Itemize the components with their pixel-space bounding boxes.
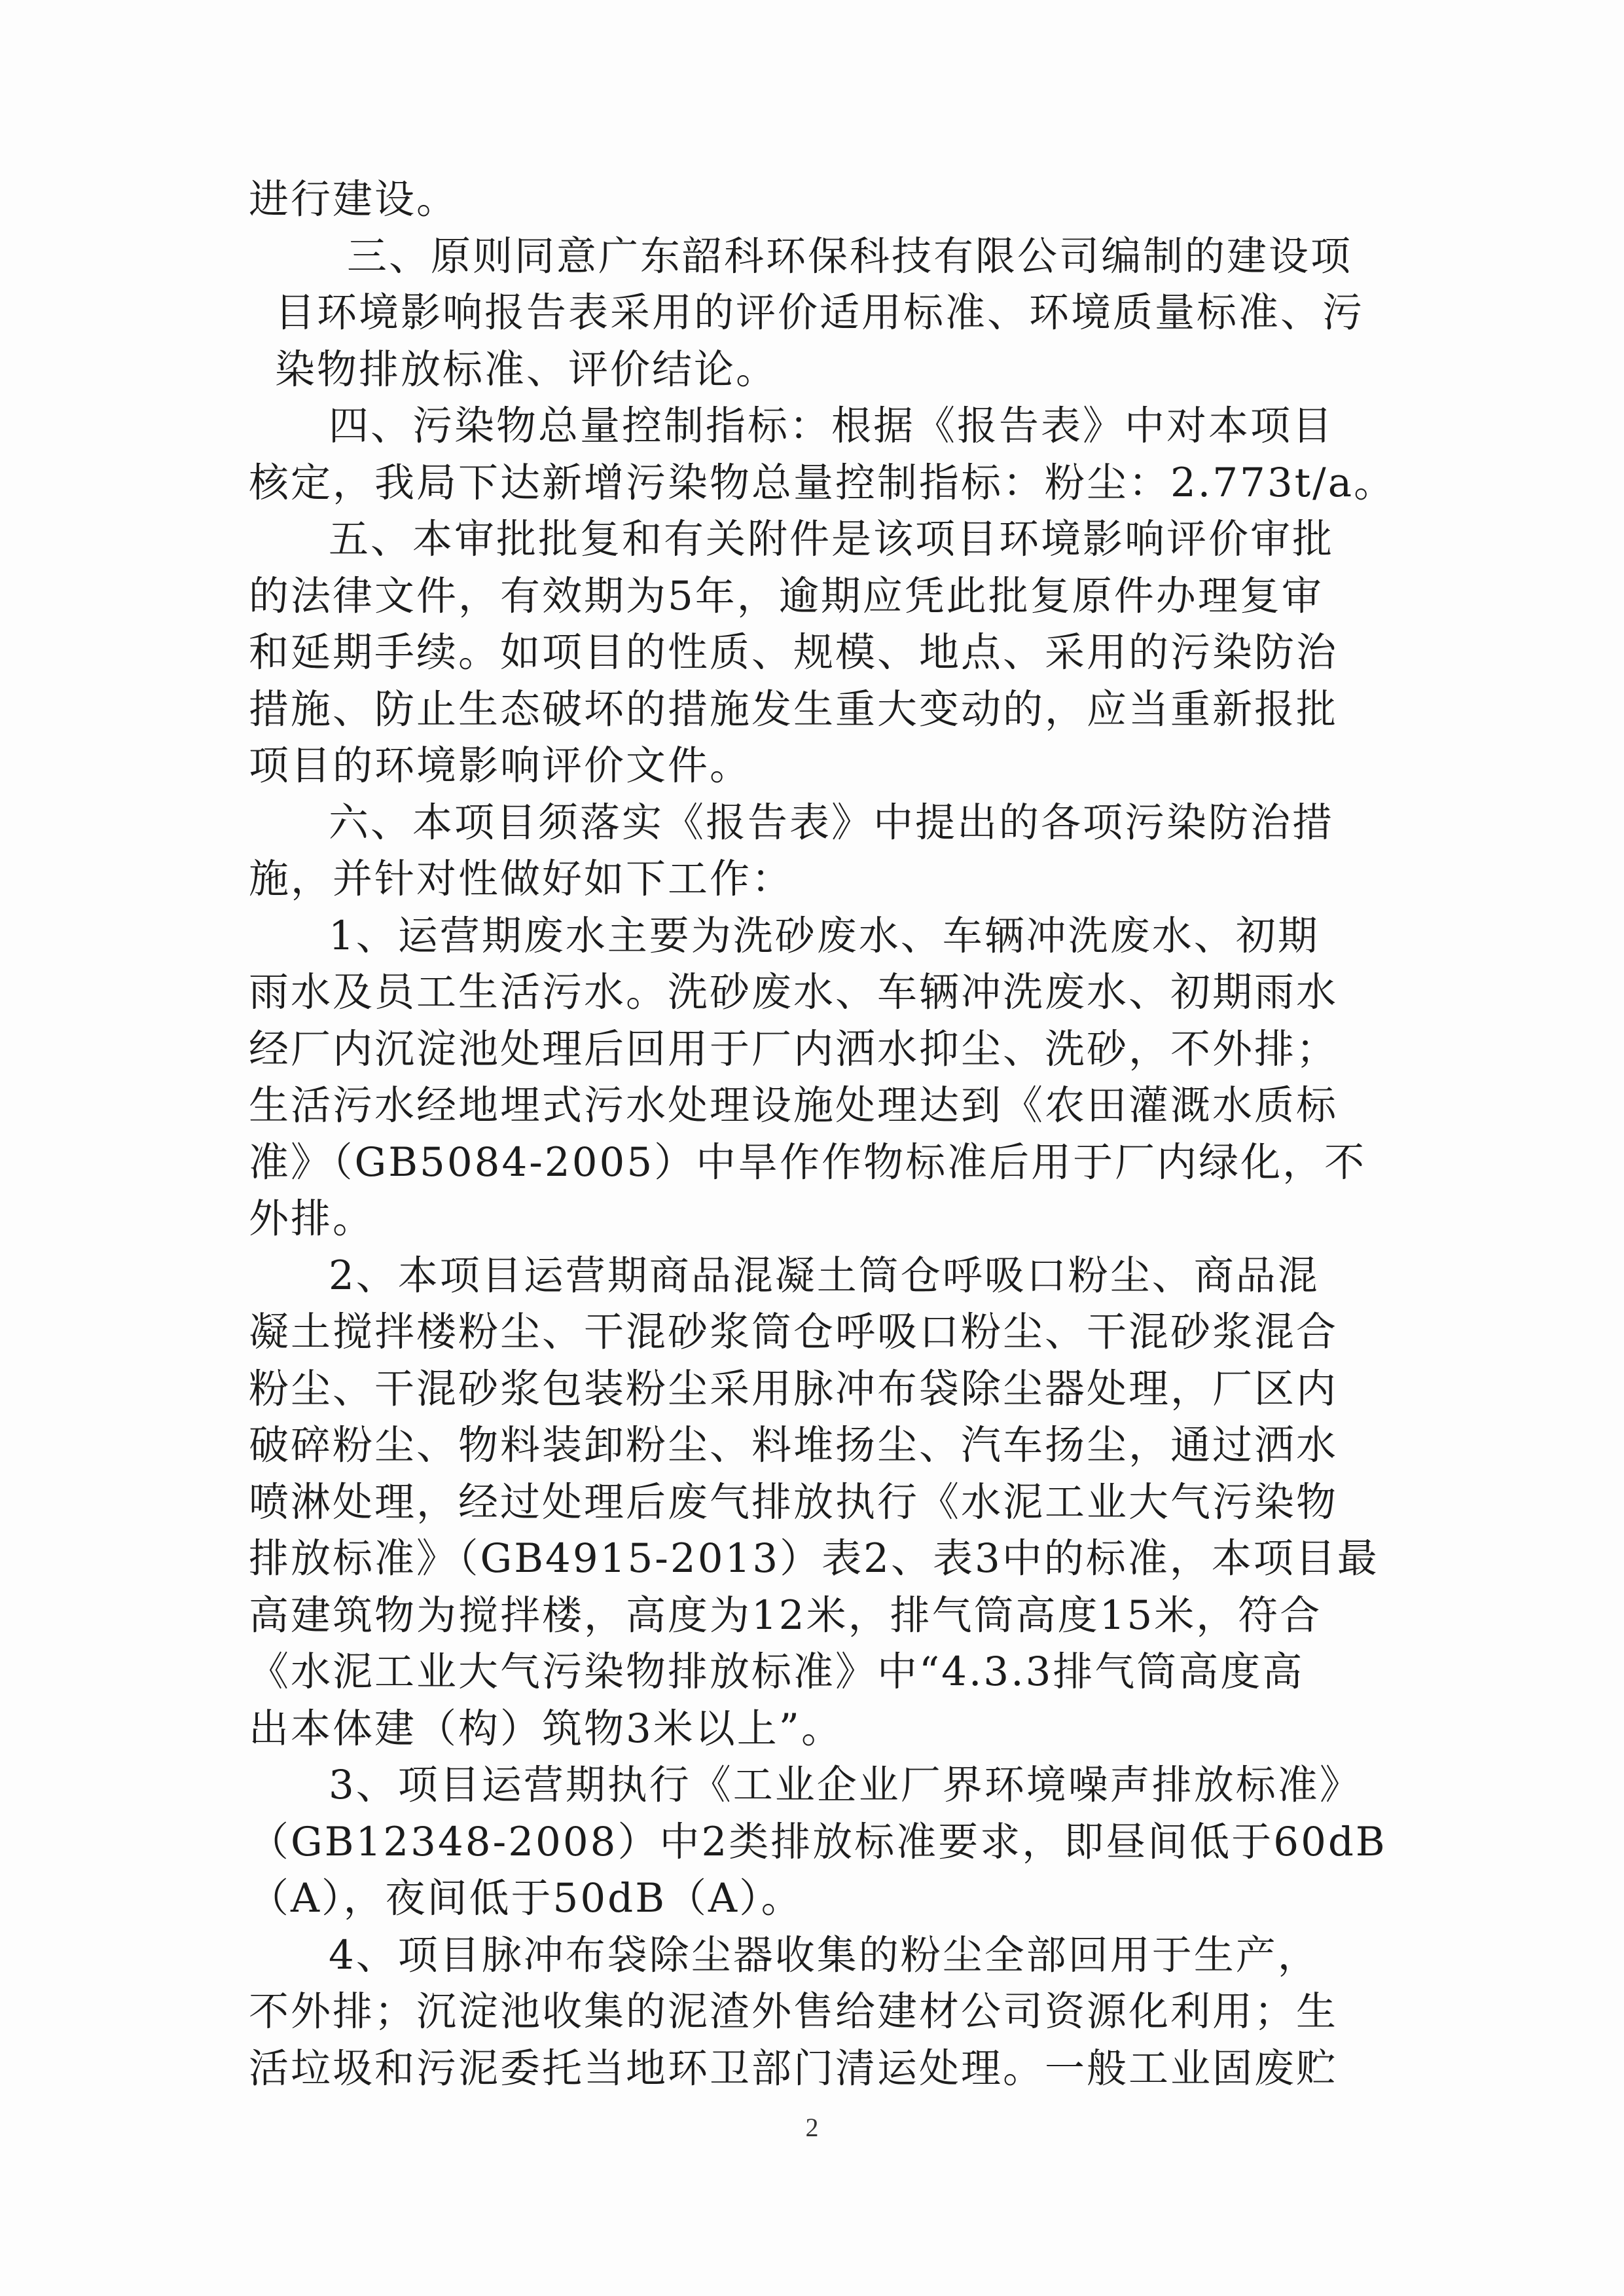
text-line: 雨水及员工生活污水。洗砂废水、车辆冲洗废水、初期雨水: [249, 969, 1339, 1015]
text-line: 措施、防止生态破坏的措施发生重大变动的，应当重新报批: [249, 685, 1339, 733]
item-four-start: 4、项目脉冲布袋除尘器收集的粉尘全部回用于生产，: [329, 1931, 1320, 1978]
text-line: 外排。: [249, 1195, 375, 1242]
text-line: 核定，我局下达新增污染物总量控制指标：粉尘：2.773t/a。: [249, 459, 1396, 506]
item-three-start: 3、项目运营期执行《工业企业厂界环境噪声排放标准》: [329, 1762, 1362, 1808]
paragraph-four-start: 四、污染物总量控制指标：根据《报告表》中对本项目: [329, 403, 1335, 449]
text-line: 和延期手续。如项目的性质、规模、地点、采用的污染防治: [249, 629, 1339, 676]
text-line: 出本体建（构）筑物3米以上”。: [249, 1705, 843, 1752]
text-line: （A），夜间低于50dB（A）。: [249, 1875, 803, 1922]
text-line: 施，并针对性做好如下工作：: [249, 856, 794, 902]
paragraph-six-start: 六、本项目须落实《报告表》中提出的各项污染防治措: [329, 799, 1335, 846]
text-line: 不外排；沉淀池收集的泥渣外售给建材公司资源化利用；生: [249, 1988, 1339, 2035]
text-line: 《水泥工业大气污染物排放标准》中“4.3.3排气筒高度高: [249, 1649, 1305, 1695]
text-line: 粉尘、干混砂浆包装粉尘采用脉冲布袋除尘器处理，厂区内: [249, 1365, 1339, 1412]
text-line: 项目的环境影响评价文件。: [249, 742, 752, 789]
text-line: 破碎粉尘、物料装卸粉尘、料堆扬尘、汽车扬尘，通过洒水: [249, 1422, 1339, 1468]
text-line: 排放标准》（GB4915-2013）表2、表3中的标准，本项目最: [249, 1535, 1379, 1582]
text-line: 准》（GB5084-2005）中旱作作物标准后用于厂内绿化，不: [249, 1139, 1367, 1186]
text-line: 喷淋处理，经过处理后废气排放执行《水泥工业大气污染物: [249, 1478, 1339, 1525]
item-one-start: 1、运营期废水主要为洗砂废水、车辆冲洗废水、初期: [329, 912, 1320, 959]
paragraph-five-start: 五、本审批批复和有关附件是该项目环境影响评价审批: [329, 516, 1335, 562]
paragraph-three-start: 三、原则同意广东韶科环保科技有限公司编制的建设项: [347, 232, 1353, 280]
text-line: 染物排放标准、评价结论。: [275, 346, 778, 393]
text-line: （GB12348-2008）中2类排放标准要求，即昼间低于60dB: [249, 1818, 1387, 1865]
text-line: 经厂内沉淀池处理后回用于厂内洒水抑尘、洗砂，不外排；: [249, 1025, 1339, 1072]
text-line: 的法律文件，有效期为5年，逾期应凭此批复原件办理复审: [249, 572, 1324, 619]
page-number: 2: [805, 2113, 819, 2142]
text-line: 凝土搅拌楼粉尘、干混砂浆筒仓呼吸口粉尘、干混砂浆混合: [249, 1309, 1339, 1355]
body-text: [249, 172, 1396, 2097]
text-line: 目环境影响报告表采用的评价适用标准、环境质量标准、污: [275, 289, 1365, 336]
text-line: 活垃圾和污泥委托当地环卫部门清运处理。一般工业固废贮: [249, 2045, 1339, 2092]
item-two-start: 2、本项目运营期商品混凝土筒仓呼吸口粉尘、商品混: [329, 1252, 1320, 1299]
text-line: 生活污水经地埋式污水处理设施处理达到《农田灌溉水质标: [249, 1082, 1339, 1129]
text-line: 进行建设。: [249, 176, 459, 223]
text-line: 高建筑物为搅拌楼，高度为12米，排气筒高度15米，符合: [249, 1592, 1322, 1639]
